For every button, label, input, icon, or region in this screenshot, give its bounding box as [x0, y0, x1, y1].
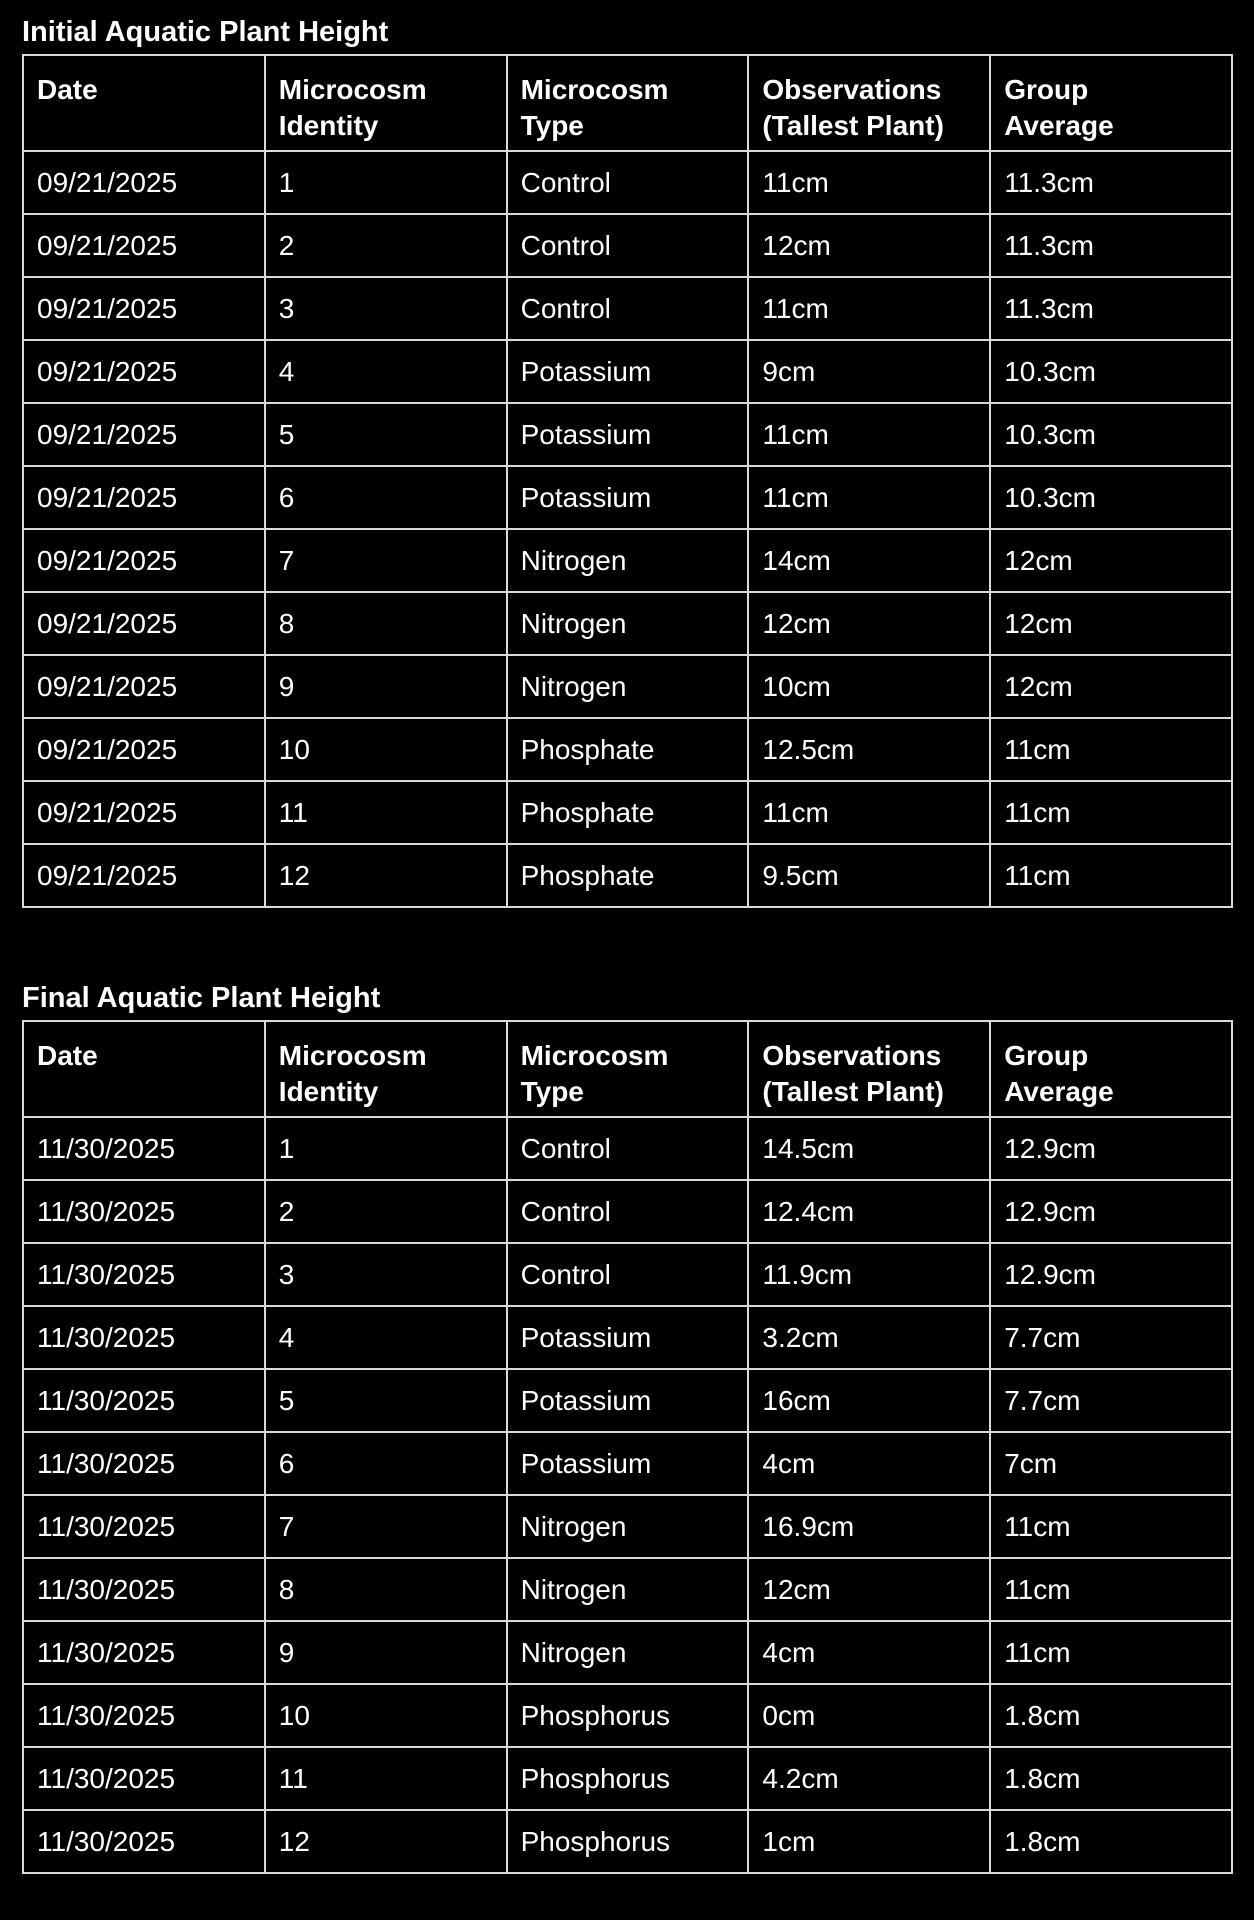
- cell-observations: 0cm: [748, 1684, 990, 1747]
- table-row: [23, 1747, 1232, 1810]
- final-table-title: Final Aquatic Plant Height: [22, 982, 381, 1014]
- column-header-line: Microcosm: [278, 1040, 427, 1071]
- cell-microcosm-type: Phosphorus: [507, 1810, 749, 1873]
- cell-observations: 9.5cm: [748, 844, 990, 907]
- table-row: [23, 214, 1232, 277]
- column-header-line: Microcosm: [520, 74, 669, 105]
- table-row: [23, 1495, 1232, 1558]
- cell-date: 11/30/2025: [23, 1495, 265, 1558]
- cell-group-average: 12cm: [990, 655, 1232, 718]
- cell-date: 09/21/2025: [23, 151, 265, 214]
- cell-microcosm-identity: 8: [265, 1558, 507, 1621]
- cell-microcosm-type: Phosphate: [507, 781, 749, 844]
- cell-date: 09/21/2025: [23, 592, 265, 655]
- cell-date: 11/30/2025: [23, 1369, 265, 1432]
- cell-group-average: 12.9cm: [990, 1180, 1232, 1243]
- cell-microcosm-type: Phosphorus: [507, 1747, 749, 1810]
- cell-group-average: 11.3cm: [990, 151, 1232, 214]
- table-row: [23, 655, 1232, 718]
- table-row: [23, 1684, 1232, 1747]
- cell-date: 11/30/2025: [23, 1432, 265, 1495]
- cell-group-average: 11cm: [990, 1621, 1232, 1684]
- cell-microcosm-identity: 5: [265, 1369, 507, 1432]
- table-row: [23, 592, 1232, 655]
- cell-date: 11/30/2025: [23, 1810, 265, 1873]
- table-header-row: [23, 55, 1232, 151]
- cell-microcosm-type: Potassium: [507, 1432, 749, 1495]
- cell-microcosm-identity: 5: [265, 403, 507, 466]
- table-row: [23, 1243, 1232, 1306]
- cell-group-average: 11cm: [990, 844, 1232, 907]
- column-header-date: [23, 1021, 265, 1117]
- cell-microcosm-identity: 11: [265, 781, 507, 844]
- column-header-line: Type: [520, 110, 584, 141]
- cell-date: 09/21/2025: [23, 781, 265, 844]
- cell-group-average: 10.3cm: [990, 466, 1232, 529]
- table-row: [23, 1558, 1232, 1621]
- cell-observations: 14cm: [748, 529, 990, 592]
- cell-microcosm-type: Control: [507, 1180, 749, 1243]
- cell-date: 11/30/2025: [23, 1180, 265, 1243]
- table-row: [23, 781, 1232, 844]
- cell-microcosm-type: Control: [507, 277, 749, 340]
- cell-date: 09/21/2025: [23, 277, 265, 340]
- cell-observations: 9cm: [748, 340, 990, 403]
- final-height-section: [22, 978, 1231, 1874]
- cell-group-average: 11cm: [990, 1495, 1232, 1558]
- column-header-line: Date: [37, 1040, 98, 1071]
- column-header-line: Group: [1004, 1040, 1089, 1071]
- table-row: [23, 340, 1232, 403]
- table-row: [23, 277, 1232, 340]
- cell-microcosm-identity: 2: [265, 214, 507, 277]
- cell-microcosm-identity: 11: [265, 1747, 507, 1810]
- cell-microcosm-identity: 8: [265, 592, 507, 655]
- column-header-line: (Tallest Plant): [762, 110, 944, 141]
- cell-observations: 16cm: [748, 1369, 990, 1432]
- cell-microcosm-identity: 2: [265, 1180, 507, 1243]
- column-header-date: [23, 55, 265, 151]
- cell-observations: 16.9cm: [748, 1495, 990, 1558]
- column-header-group-average: [990, 55, 1232, 151]
- cell-microcosm-type: Control: [507, 214, 749, 277]
- cell-microcosm-type: Potassium: [507, 403, 749, 466]
- cell-date: 09/21/2025: [23, 214, 265, 277]
- cell-microcosm-identity: 7: [265, 1495, 507, 1558]
- table-row: [23, 1621, 1232, 1684]
- cell-group-average: 12cm: [990, 592, 1232, 655]
- column-header-line: Average: [1004, 1076, 1114, 1107]
- cell-date: 11/30/2025: [23, 1747, 265, 1810]
- cell-date: 11/30/2025: [23, 1306, 265, 1369]
- cell-microcosm-identity: 12: [265, 844, 507, 907]
- cell-group-average: 7.7cm: [990, 1306, 1232, 1369]
- cell-date: 09/21/2025: [23, 340, 265, 403]
- cell-group-average: 1.8cm: [990, 1747, 1232, 1810]
- cell-date: 11/30/2025: [23, 1684, 265, 1747]
- table-row: [23, 1117, 1232, 1180]
- column-header-line: Average: [1004, 110, 1114, 141]
- table-row: [23, 844, 1232, 907]
- cell-observations: 1cm: [748, 1810, 990, 1873]
- column-header-microcosm-identity: [265, 1021, 507, 1117]
- cell-microcosm-type: Phosphate: [507, 718, 749, 781]
- cell-date: 09/21/2025: [23, 403, 265, 466]
- cell-group-average: 10.3cm: [990, 340, 1232, 403]
- table-row: [23, 718, 1232, 781]
- column-header-microcosm-identity: [265, 55, 507, 151]
- final-height-table: [22, 1020, 1233, 1874]
- cell-microcosm-identity: 4: [265, 1306, 507, 1369]
- cell-group-average: 11.3cm: [990, 214, 1232, 277]
- cell-microcosm-type: Control: [507, 1243, 749, 1306]
- cell-date: 09/21/2025: [23, 844, 265, 907]
- column-header-line: Identity: [278, 1076, 379, 1107]
- table-row: [23, 1180, 1232, 1243]
- table-row: [23, 403, 1232, 466]
- cell-microcosm-type: Control: [507, 151, 749, 214]
- cell-microcosm-type: Potassium: [507, 340, 749, 403]
- cell-date: 09/21/2025: [23, 655, 265, 718]
- cell-observations: 12cm: [748, 592, 990, 655]
- cell-observations: 4cm: [748, 1432, 990, 1495]
- table-row: [23, 1432, 1232, 1495]
- cell-microcosm-type: Nitrogen: [507, 1558, 749, 1621]
- table-row: [23, 529, 1232, 592]
- cell-observations: 12cm: [748, 1558, 990, 1621]
- cell-microcosm-identity: 4: [265, 340, 507, 403]
- cell-microcosm-identity: 9: [265, 655, 507, 718]
- cell-group-average: 1.8cm: [990, 1810, 1232, 1873]
- column-header-observations: [748, 1021, 990, 1117]
- cell-group-average: 11cm: [990, 1558, 1232, 1621]
- table-row: [23, 1369, 1232, 1432]
- column-header-line: (Tallest Plant): [762, 1076, 944, 1107]
- cell-date: 09/21/2025: [23, 529, 265, 592]
- table-row: [23, 466, 1232, 529]
- table-row: [23, 1306, 1232, 1369]
- initial-height-table: [22, 54, 1233, 908]
- table-row: [23, 1810, 1232, 1873]
- cell-group-average: 11cm: [990, 718, 1232, 781]
- cell-microcosm-type: Nitrogen: [507, 592, 749, 655]
- cell-observations: 4cm: [748, 1621, 990, 1684]
- cell-observations: 3.2cm: [748, 1306, 990, 1369]
- cell-microcosm-type: Phosphorus: [507, 1684, 749, 1747]
- column-header-line: Microcosm: [278, 74, 427, 105]
- cell-group-average: 12cm: [990, 529, 1232, 592]
- cell-group-average: 7.7cm: [990, 1369, 1232, 1432]
- cell-microcosm-identity: 10: [265, 1684, 507, 1747]
- cell-microcosm-identity: 1: [265, 1117, 507, 1180]
- column-header-microcosm-type: [507, 55, 749, 151]
- cell-microcosm-identity: 6: [265, 1432, 507, 1495]
- cell-group-average: 11.3cm: [990, 277, 1232, 340]
- column-header-line: Microcosm: [520, 1040, 669, 1071]
- column-header-group-average: [990, 1021, 1232, 1117]
- cell-group-average: 7cm: [990, 1432, 1232, 1495]
- cell-date: 11/30/2025: [23, 1621, 265, 1684]
- cell-microcosm-type: Nitrogen: [507, 655, 749, 718]
- cell-microcosm-type: Potassium: [507, 466, 749, 529]
- column-header-observations: [748, 55, 990, 151]
- cell-microcosm-identity: 3: [265, 277, 507, 340]
- cell-date: 11/30/2025: [23, 1117, 265, 1180]
- cell-observations: 4.2cm: [748, 1747, 990, 1810]
- cell-observations: 11cm: [748, 403, 990, 466]
- cell-microcosm-identity: 7: [265, 529, 507, 592]
- cell-microcosm-identity: 10: [265, 718, 507, 781]
- cell-observations: 12.5cm: [748, 718, 990, 781]
- cell-microcosm-type: Nitrogen: [507, 1621, 749, 1684]
- column-header-line: Type: [520, 1076, 584, 1107]
- cell-microcosm-identity: 9: [265, 1621, 507, 1684]
- cell-microcosm-type: Phosphate: [507, 844, 749, 907]
- cell-date: 11/30/2025: [23, 1243, 265, 1306]
- cell-group-average: 1.8cm: [990, 1684, 1232, 1747]
- cell-observations: 11.9cm: [748, 1243, 990, 1306]
- cell-microcosm-type: Potassium: [507, 1369, 749, 1432]
- cell-microcosm-type: Potassium: [507, 1306, 749, 1369]
- cell-observations: 11cm: [748, 781, 990, 844]
- cell-microcosm-type: Control: [507, 1117, 749, 1180]
- initial-table-title: Initial Aquatic Plant Height: [22, 16, 389, 48]
- column-header-line: Observations: [762, 74, 942, 105]
- column-header-line: Date: [37, 74, 98, 105]
- column-header-line: Observations: [762, 1040, 942, 1071]
- cell-observations: 12cm: [748, 214, 990, 277]
- cell-observations: 10cm: [748, 655, 990, 718]
- cell-microcosm-identity: 12: [265, 1810, 507, 1873]
- cell-observations: 11cm: [748, 151, 990, 214]
- cell-microcosm-type: Nitrogen: [507, 529, 749, 592]
- cell-observations: 11cm: [748, 466, 990, 529]
- cell-microcosm-identity: 6: [265, 466, 507, 529]
- column-header-line: Identity: [278, 110, 379, 141]
- table-row: [23, 151, 1232, 214]
- cell-observations: 11cm: [748, 277, 990, 340]
- cell-observations: 14.5cm: [748, 1117, 990, 1180]
- cell-microcosm-identity: 1: [265, 151, 507, 214]
- initial-height-section: [22, 12, 1231, 908]
- cell-date: 09/21/2025: [23, 466, 265, 529]
- cell-microcosm-type: Nitrogen: [507, 1495, 749, 1558]
- column-header-line: Group: [1004, 74, 1089, 105]
- cell-group-average: 12.9cm: [990, 1117, 1232, 1180]
- cell-date: 11/30/2025: [23, 1558, 265, 1621]
- cell-group-average: 11cm: [990, 781, 1232, 844]
- cell-date: 09/21/2025: [23, 718, 265, 781]
- table-header-row: [23, 1021, 1232, 1117]
- cell-group-average: 10.3cm: [990, 403, 1232, 466]
- cell-observations: 12.4cm: [748, 1180, 990, 1243]
- cell-group-average: 12.9cm: [990, 1243, 1232, 1306]
- cell-microcosm-identity: 3: [265, 1243, 507, 1306]
- column-header-microcosm-type: [507, 1021, 749, 1117]
